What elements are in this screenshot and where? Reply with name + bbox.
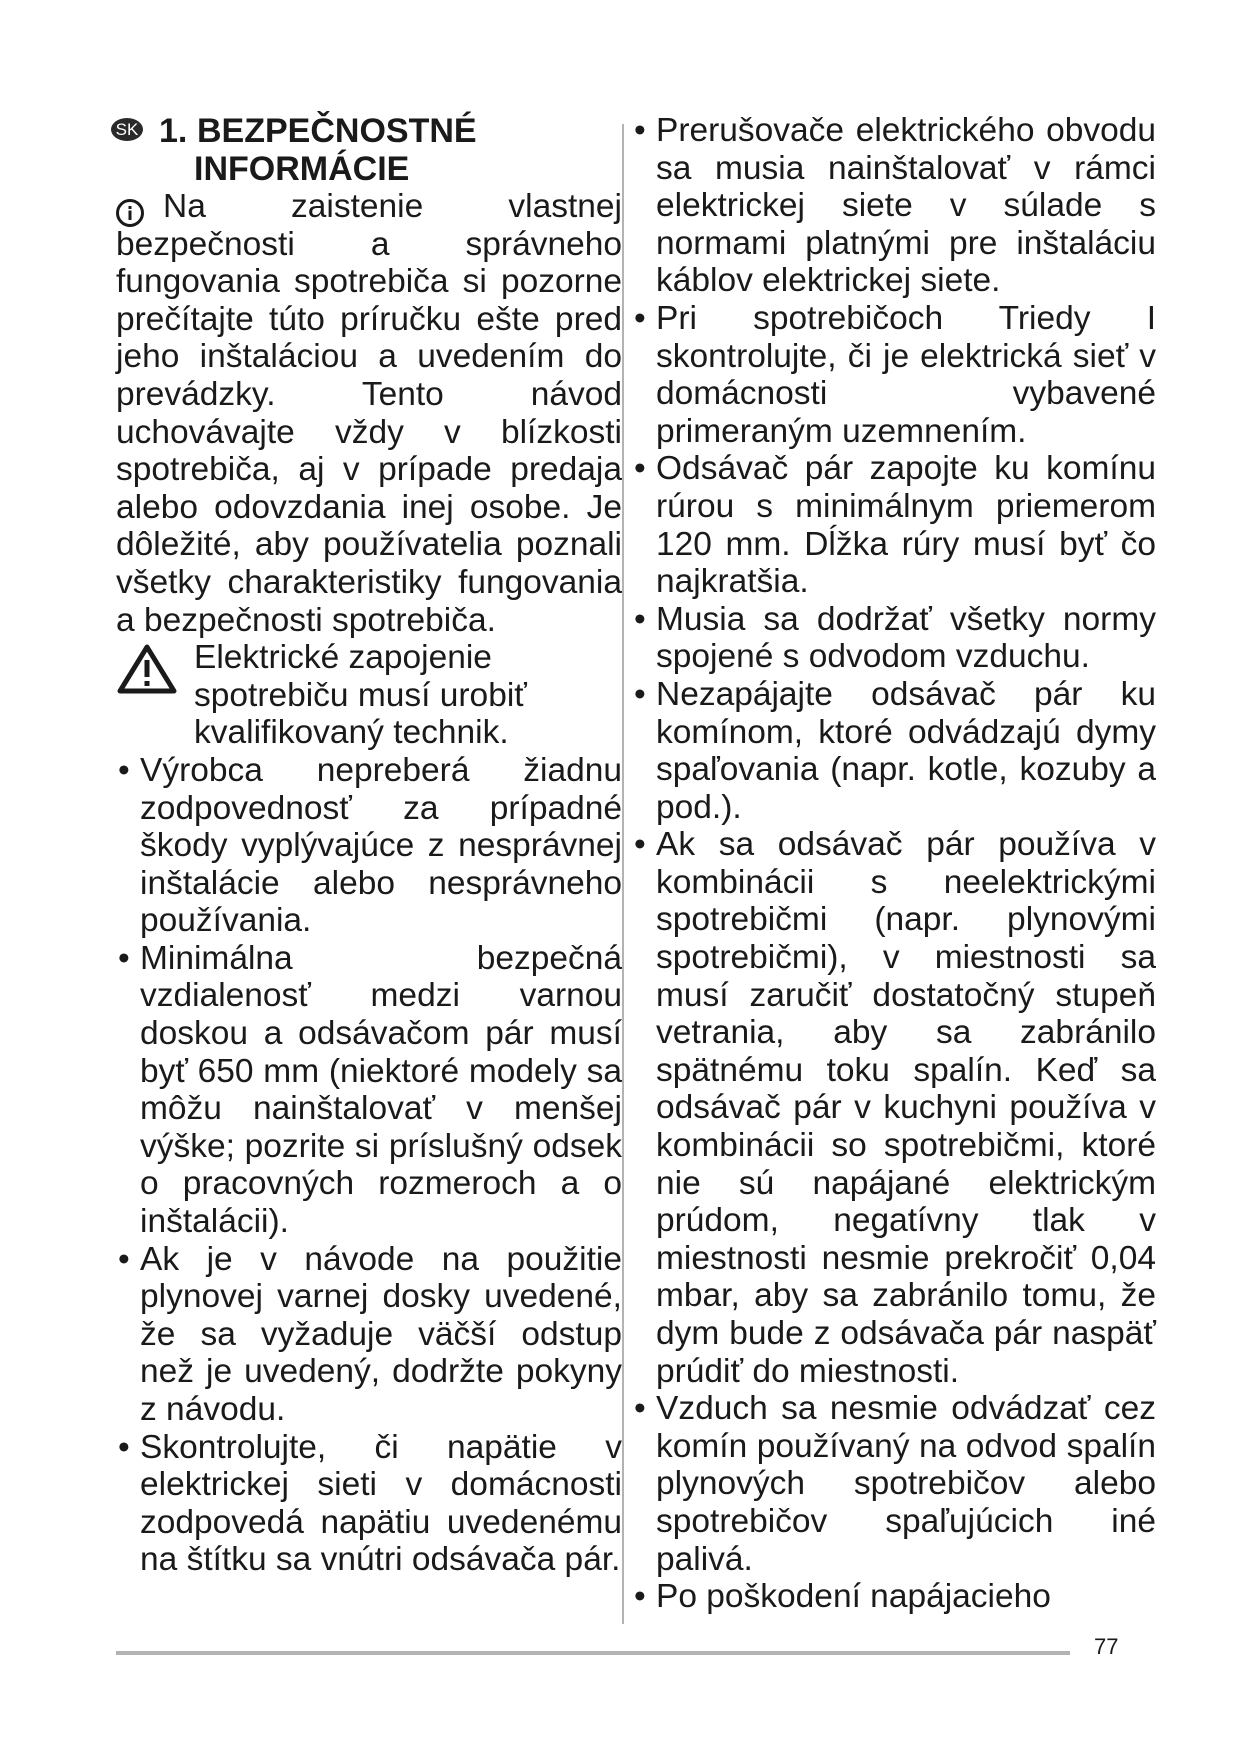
right-bullet-7: • Vzduch sa nesmie odvádzať cez komín používaný na odvod spalín plynových spotrebičov alebo spotrebičov spaľujúcich iné palivá. [632,1390,1156,1578]
heading-line-2: INFORMÁCIE [194,150,410,188]
info-paragraph [116,188,622,639]
warning-text: Elektrické zapojenie spotrebiču musí urobiť kvalifikovaný technik. [194,639,527,752]
right-column [632,112,1156,1616]
left-bullet-1: • Výrobca nepreberá žiadnu zodpovednosť za prípadné škody vyplývajúce z nesprávnej inštalácie alebo nesprávneho používania. [116,752,622,940]
left-column [116,112,622,1579]
left-bullet-2: • Minimálna bezpečná vzdialenosť medzi varnou doskou a odsávačom pár musí byť 650 mm (niektoré modely sa môžu nainštalovať v menšej výške; pozrite si príslušný odsek o pracovných rozmeroch a o inštalácii). [116,940,622,1241]
right-bullet-3: • Odsávač pár zapojte ku komínu rúrou s minimálnym priemerom 120 mm. Dĺžka rúry musí byť čo najkratšia. [632,450,1156,600]
section-heading [116,112,622,188]
info-text: Na zaistenie vlastnej bezpečnosti a správneho fungovania spotrebiča si pozorne prečítajte túto príručku ešte pred jeho inštaláciou a uvedením do prevádzky. Tento návod uchovávajte vždy v blízkosti spotrebiča, aj v prípade predaja alebo odovzdania inej osobe. Je dôležité, aby používatelia poznali všetky charakteristiky fungovania a bezpečnosti spotrebiča. [116,188,622,639]
right-bullet-5: • Nezapájajte odsávač pár ku komínom, ktoré odvádzajú dymy spaľovania (napr. kotle, kozuby a pod.). [632,676,1156,826]
info-icon [116,199,144,227]
heading-line-1: BEZPEČNOSTNÉ [197,112,477,150]
warning-icon [116,643,178,704]
right-bullet-1: • Prerušovače elektrického obvodu sa musia nainštalovať v rámci elektrickej siete v súlade s normami platnými pre inštaláciu káblov elektrickej siete. [632,112,1156,300]
left-bullet-3: • Ak je v návode na použitie plynovej varnej dosky uvedené, že sa vyžaduje väčší odstup než je uvedený, dodržte pokyny z návodu. [116,1241,622,1429]
right-bullet-8: • Po poškodení napájacieho [632,1578,1156,1616]
right-bullet-6: • Ak sa odsávač pár používa v kombinácii s neelektrickými spotrebičmi (napr. plynovými spotrebičmi), v miestnosti sa musí zaručiť dostatočný stupeň vetrania, aby sa zabránilo spätnému toku spalín. Keď sa odsávač pár v kuchyni používa v kombinácii so spotrebičmi, ktoré nie sú napájané elektrickým prúdom, negatívny tlak v miestnosti nesmie prekročiť 0,04 mbar, aby sa zabránilo tomu, že dym bude z odsávača pár naspäť prúdiť do miestnosti. [632,826,1156,1390]
right-bullet-4: • Musia sa dodržať všetky normy spojené s odvodom vzduchu. [632,601,1156,676]
section-number: 1. [159,112,188,150]
left-bullet-4: • Skontrolujte, či napätie v elektrickej sieti v domácnosti zodpovedá napätiu uvedenému na štítku sa vnútri odsávača pár. [116,1429,622,1579]
right-bullet-2: • Pri spotrebičoch Triedy I skontrolujte, či je elektrická sieť v domácnosti vybavené primeraným uzemnením. [632,300,1156,450]
column-divider [622,124,624,1624]
warning-paragraph [116,639,622,752]
footer-rule [116,1651,1070,1655]
language-badge: SK [111,118,143,141]
page-number: 77 [1094,1634,1119,1659]
